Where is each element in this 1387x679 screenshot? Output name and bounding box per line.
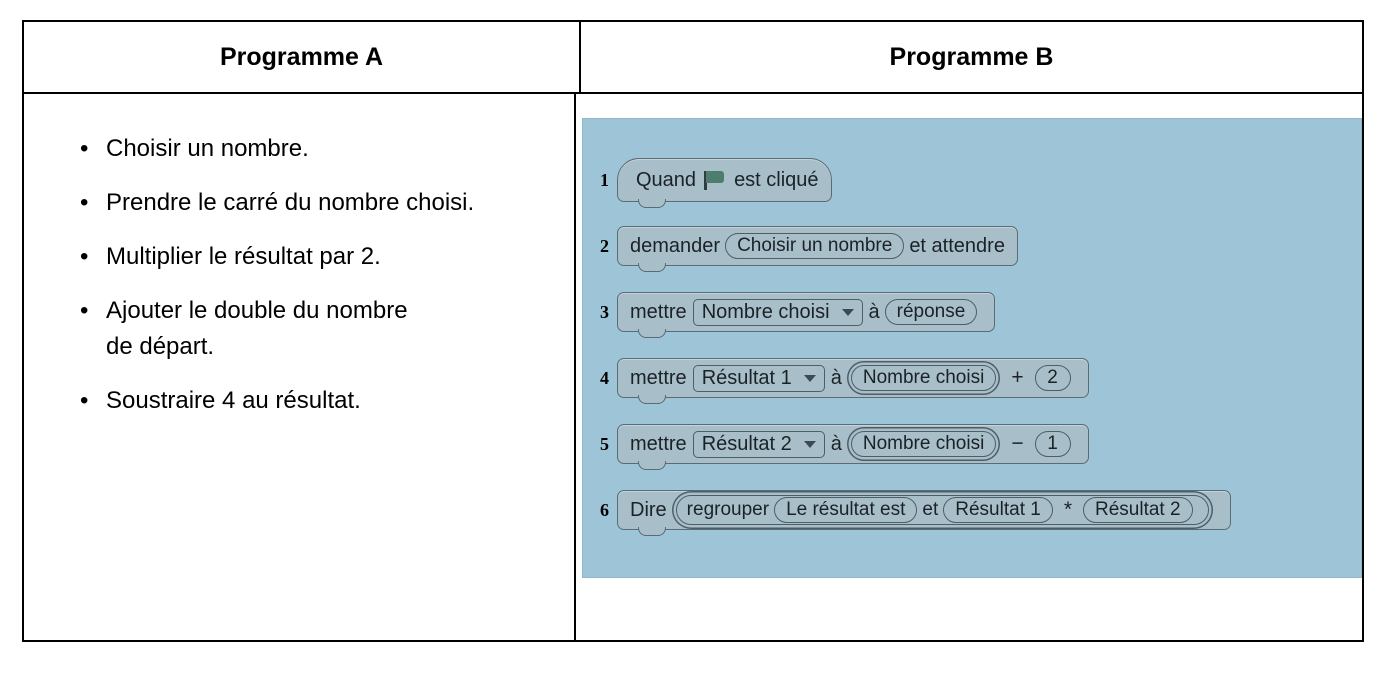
operator-plus: + <box>1011 366 1024 389</box>
step-text: Ajouter le double du nombre <box>106 297 408 324</box>
scratch-line-1 <box>593 163 832 197</box>
reporter-join[interactable] <box>676 495 1209 525</box>
reporter-resultat-1[interactable]: Résultat 1 <box>943 497 1053 523</box>
step-text: Soustraire 4 au résultat. <box>106 387 361 414</box>
block-set-variable-resultat-1[interactable] <box>617 358 1089 398</box>
join-label: regrouper <box>686 499 770 520</box>
step-text: Multiplier le résultat par 2. <box>106 243 381 270</box>
block-label-quand: Quand <box>636 168 697 191</box>
scratch-line-5 <box>593 427 1089 461</box>
table-body-row <box>24 94 1362 640</box>
block-label-a: à <box>868 300 880 323</box>
comparison-table <box>22 20 1364 642</box>
operand-number-input[interactable]: 1 <box>1035 431 1071 457</box>
block-label-dire: Dire <box>630 498 667 521</box>
block-set-variable-resultat-2[interactable] <box>617 424 1089 464</box>
chevron-down-icon <box>842 309 854 316</box>
list-item <box>80 188 556 218</box>
block-nub <box>638 461 666 470</box>
ask-prompt-input[interactable]: Choisir un nombre <box>725 233 904 259</box>
operand-number-input[interactable]: 2 <box>1035 365 1071 391</box>
list-item <box>80 242 556 272</box>
list-item <box>80 386 556 416</box>
block-set-variable-nombre-choisi[interactable] <box>617 292 995 332</box>
step-text: Prendre le carré du nombre choisi. <box>106 189 475 216</box>
chevron-down-icon <box>804 375 816 382</box>
list-item-continuation <box>80 332 556 362</box>
programme-a-title: Programme A <box>219 42 383 71</box>
dropdown-value: Nombre choisi <box>701 300 830 323</box>
block-label-mettre: mettre <box>630 432 687 455</box>
scratch-line-2 <box>593 229 1018 263</box>
bullet-icon: • <box>80 387 89 414</box>
line-number: 5 <box>600 433 609 454</box>
bullet-icon: • <box>80 297 89 324</box>
step-text: de départ. <box>106 333 215 360</box>
variable-dropdown-resultat-1[interactable] <box>693 365 825 392</box>
cell-programme-b <box>576 94 1362 640</box>
block-nub <box>638 329 666 338</box>
step-text: Choisir un nombre. <box>106 135 309 162</box>
dropdown-value: Résultat 2 <box>701 432 792 455</box>
block-nub <box>638 395 666 404</box>
header-cell-programme-a <box>24 22 581 92</box>
reporter-nombre-choisi[interactable]: Nombre choisi <box>851 431 996 457</box>
chevron-down-icon <box>804 441 816 448</box>
block-nub <box>638 527 666 536</box>
block-label-est-clique: est cliqué <box>734 168 819 191</box>
line-number: 2 <box>600 235 609 256</box>
block-label-mettre: mettre <box>630 300 687 323</box>
list-item <box>80 134 556 164</box>
reporter-nombre-choisi[interactable]: Nombre choisi <box>851 365 996 391</box>
reporter-resultat-2[interactable]: Résultat 2 <box>1083 497 1193 523</box>
line-number: 6 <box>600 499 609 520</box>
table-header-row <box>24 22 1362 94</box>
green-flag-icon <box>704 171 726 189</box>
bullet-icon: • <box>80 243 89 270</box>
line-number: 4 <box>600 367 609 388</box>
variable-dropdown-nombre-choisi[interactable] <box>693 299 863 326</box>
scratch-line-4 <box>593 361 1089 395</box>
block-say[interactable] <box>617 490 1231 530</box>
dropdown-value: Résultat 1 <box>701 366 792 389</box>
list-item <box>80 296 556 326</box>
block-label-a: à <box>830 366 842 389</box>
block-ask-and-wait[interactable] <box>617 226 1018 266</box>
block-label-et-attendre: et attendre <box>909 234 1005 257</box>
block-label-mettre: mettre <box>630 366 687 389</box>
line-number: 3 <box>600 301 609 322</box>
header-cell-programme-b <box>581 22 1362 92</box>
block-nub <box>638 199 666 208</box>
block-nub <box>638 263 666 272</box>
block-when-flag-clicked[interactable] <box>617 158 832 202</box>
line-number: 1 <box>600 169 609 190</box>
programme-a-step-list <box>24 134 574 440</box>
operator-multiply: * <box>1063 498 1072 521</box>
block-label-demander: demander <box>630 234 721 257</box>
scratch-line-6 <box>593 493 1231 527</box>
bullet-icon: • <box>80 189 89 216</box>
join-et-label: et <box>922 499 939 520</box>
programme-b-title: Programme B <box>889 42 1054 71</box>
operator-minus: − <box>1011 432 1024 455</box>
reporter-reponse[interactable]: réponse <box>885 299 978 325</box>
block-label-a: à <box>830 432 842 455</box>
cell-programme-a <box>24 94 576 640</box>
scratch-line-3 <box>593 295 995 329</box>
variable-dropdown-resultat-2[interactable] <box>693 431 825 458</box>
join-text-input[interactable]: Le résultat est <box>774 497 917 523</box>
scratch-program-panel <box>582 118 1362 578</box>
bullet-icon: • <box>80 135 89 162</box>
